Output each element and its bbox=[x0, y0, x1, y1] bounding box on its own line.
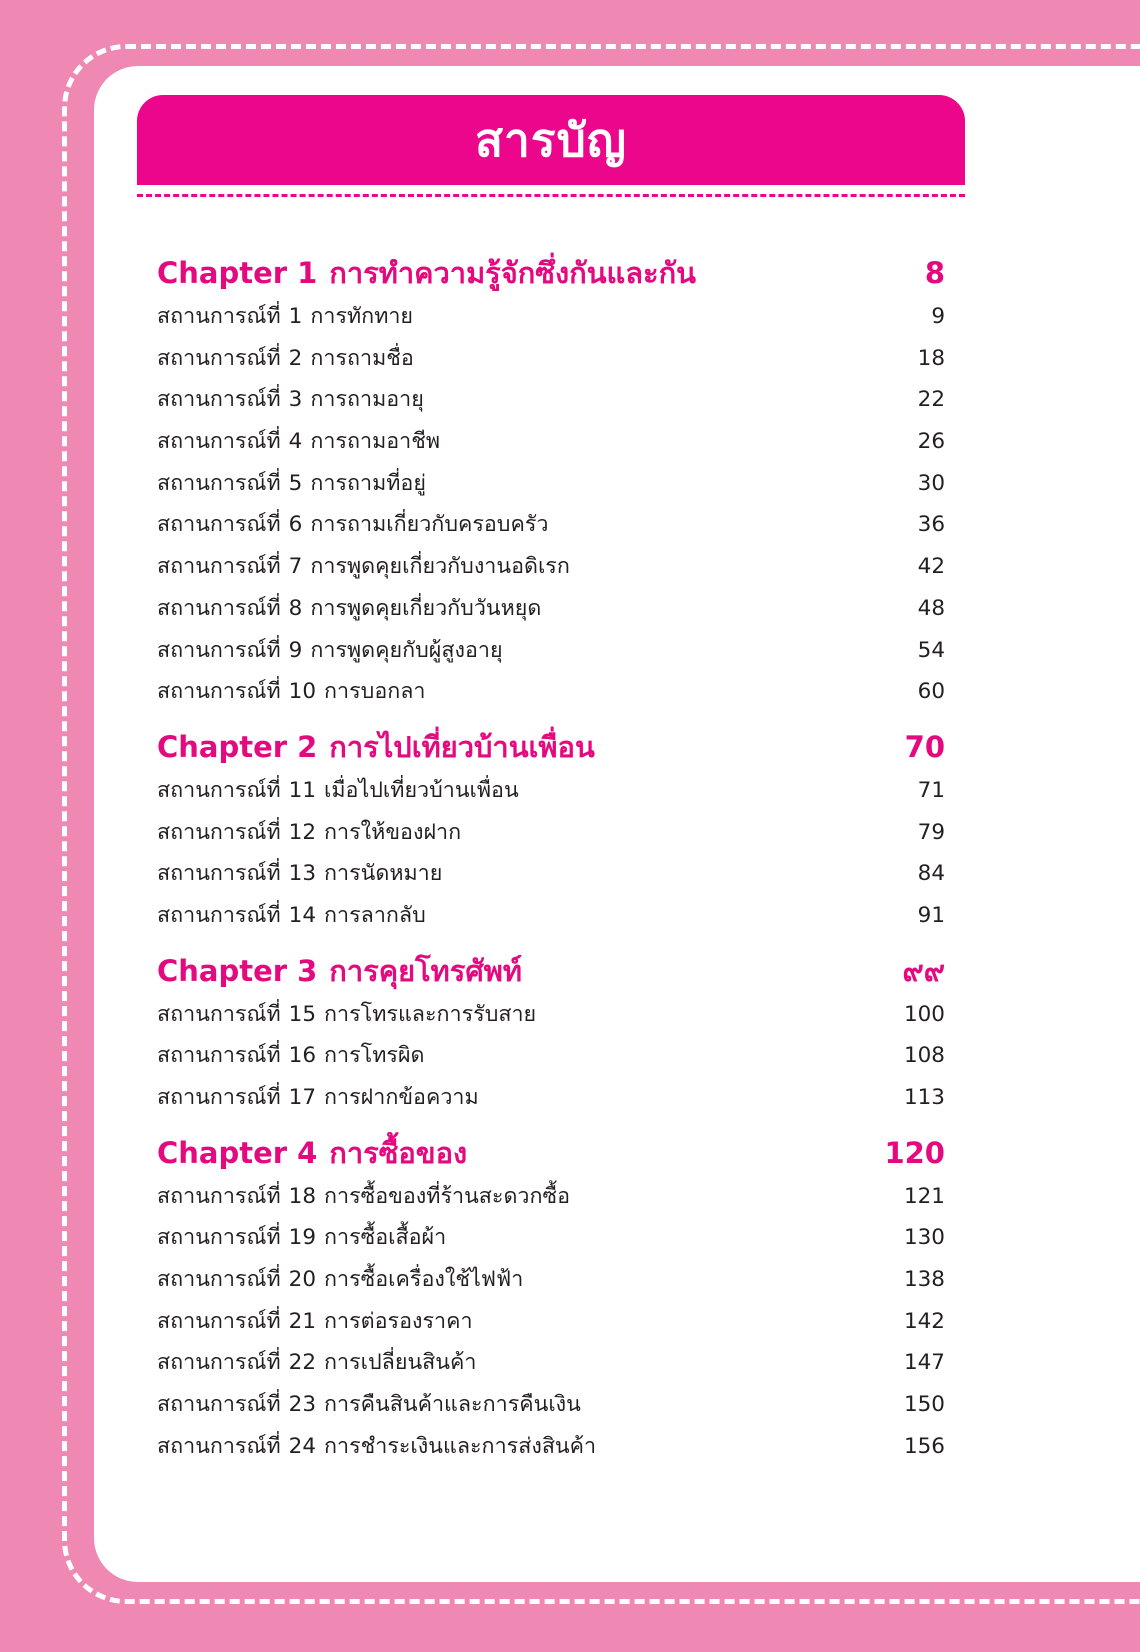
entry-label bbox=[157, 296, 413, 338]
entry-label bbox=[157, 1384, 581, 1426]
entry-title: การโทรและการรับสาย bbox=[324, 1001, 537, 1027]
toc-entry[interactable] bbox=[157, 1217, 945, 1259]
entry-prefix: สถานการณ์ที่ bbox=[157, 429, 281, 455]
entry-prefix: สถานการณ์ที่ bbox=[157, 554, 281, 580]
toc-entry[interactable] bbox=[157, 379, 945, 421]
entry-prefix: สถานการณ์ที่ bbox=[157, 819, 281, 845]
entry-page-number: 48 bbox=[917, 595, 945, 621]
toc-entry[interactable] bbox=[157, 770, 945, 812]
entry-number: 10 bbox=[288, 679, 317, 705]
entry-label bbox=[157, 1301, 473, 1343]
entry-label bbox=[157, 812, 461, 854]
chapter-number: 1 bbox=[297, 256, 318, 290]
entry-prefix: สถานการณ์ที่ bbox=[157, 345, 281, 371]
chapter-number: 4 bbox=[297, 1135, 318, 1170]
toc-entry[interactable] bbox=[157, 588, 945, 630]
entry-title: การซื้อเครื่องใช้ไฟฟ้า bbox=[324, 1267, 524, 1293]
toc-entry[interactable] bbox=[157, 338, 945, 380]
entry-page-number: 79 bbox=[917, 819, 945, 845]
entry-title: การซื้อเสื้อผ้า bbox=[324, 1225, 447, 1251]
entry-label bbox=[157, 630, 503, 672]
entry-title: การลากลับ bbox=[324, 902, 426, 928]
entry-number: 1 bbox=[288, 304, 303, 329]
entry-title: การให้ของฝาก bbox=[324, 819, 462, 845]
toc-entry[interactable] bbox=[157, 812, 945, 854]
entry-number: 23 bbox=[288, 1392, 317, 1418]
toc-entry[interactable] bbox=[157, 1384, 945, 1426]
toc-entry[interactable] bbox=[157, 504, 945, 546]
chapter-title: การคุยโทรศัพท์ bbox=[329, 953, 523, 988]
entry-prefix: สถานการณ์ที่ bbox=[157, 595, 281, 621]
entry-page-number: 42 bbox=[917, 554, 945, 580]
entry-page-number: 147 bbox=[903, 1350, 945, 1376]
entry-label bbox=[157, 994, 536, 1036]
toc-entry[interactable] bbox=[157, 463, 945, 505]
entry-number: 4 bbox=[288, 429, 303, 455]
entry-number: 20 bbox=[288, 1267, 317, 1293]
entry-title: การถามที่อยู่ bbox=[310, 470, 426, 496]
chapter-title: การไปเที่ยวบ้านเพื่อน bbox=[329, 729, 595, 764]
entry-page-number: 91 bbox=[917, 902, 945, 928]
chapter-label bbox=[157, 250, 696, 296]
entry-title: การพูดคุยเกี่ยวกับวันหยุด bbox=[310, 595, 542, 621]
toc-entry[interactable] bbox=[157, 1342, 945, 1384]
entry-label bbox=[157, 546, 570, 588]
entry-number: 11 bbox=[288, 777, 317, 803]
entry-prefix: สถานการณ์ที่ bbox=[157, 1043, 281, 1069]
toc-entry[interactable] bbox=[157, 630, 945, 672]
entry-prefix: สถานการณ์ที่ bbox=[157, 1085, 281, 1110]
entry-prefix: สถานการณ์ที่ bbox=[157, 1392, 281, 1418]
entry-prefix: สถานการณ์ที่ bbox=[157, 1308, 281, 1334]
entry-label bbox=[157, 853, 442, 895]
entry-title: การคืนสินค้าและการคืนเงิน bbox=[324, 1392, 581, 1418]
entry-title: การพูดคุยเกี่ยวกับงานอดิเรก bbox=[310, 554, 570, 580]
chapter-page-number: ๙๙ bbox=[902, 953, 945, 988]
entry-number: 13 bbox=[288, 861, 317, 887]
chapter-heading[interactable] bbox=[157, 1130, 945, 1176]
toc-entry[interactable] bbox=[157, 994, 945, 1036]
chapter-word: Chapter bbox=[157, 729, 288, 764]
entry-label bbox=[157, 1035, 425, 1077]
entry-number: 8 bbox=[288, 595, 303, 621]
toc-entry[interactable] bbox=[157, 1426, 945, 1468]
entry-page-number: 71 bbox=[917, 777, 945, 803]
entry-number: 12 bbox=[288, 819, 317, 845]
entry-prefix: สถานการณ์ที่ bbox=[157, 1001, 281, 1027]
entry-number: 19 bbox=[288, 1225, 317, 1251]
entry-number: 7 bbox=[288, 554, 303, 580]
chapter-label bbox=[157, 724, 595, 770]
entry-page-number: 108 bbox=[903, 1043, 945, 1069]
entry-label bbox=[157, 1342, 476, 1384]
entry-page-number: 36 bbox=[917, 512, 945, 538]
entry-label bbox=[157, 1217, 446, 1259]
chapter-label bbox=[157, 1130, 467, 1176]
entry-title: การถามชื่อ bbox=[310, 345, 414, 371]
entry-number: 2 bbox=[288, 345, 303, 371]
toc-entry[interactable] bbox=[157, 421, 945, 463]
toc-entry[interactable] bbox=[157, 895, 945, 937]
entry-prefix: สถานการณ์ที่ bbox=[157, 777, 281, 803]
chapter-section bbox=[157, 250, 945, 713]
entry-number: 24 bbox=[288, 1433, 317, 1459]
entry-title: การนัดหมาย bbox=[324, 861, 443, 887]
entry-label bbox=[157, 1077, 479, 1119]
entry-label bbox=[157, 338, 414, 380]
entry-title: การถามอายุ bbox=[310, 387, 424, 413]
toc-entry[interactable] bbox=[157, 853, 945, 895]
entry-title: การบอกลา bbox=[324, 679, 426, 705]
entry-prefix: สถานการณ์ที่ bbox=[157, 512, 281, 538]
entry-title: การฝากข้อความ bbox=[324, 1085, 479, 1110]
entry-page-number: 18 bbox=[917, 345, 945, 371]
entry-prefix: สถานการณ์ที่ bbox=[157, 637, 281, 663]
entry-prefix: สถานการณ์ที่ bbox=[157, 861, 281, 887]
entry-label bbox=[157, 1176, 570, 1218]
chapter-number: 2 bbox=[297, 729, 318, 764]
entry-label bbox=[157, 770, 519, 812]
entry-title: การซื้อของที่ร้านสะดวกซื้อ bbox=[324, 1183, 571, 1209]
entry-title: การต่อรองราคา bbox=[324, 1308, 473, 1334]
entry-prefix: สถานการณ์ที่ bbox=[157, 1267, 281, 1293]
entry-page-number: 54 bbox=[917, 637, 945, 663]
chapter-heading[interactable] bbox=[157, 724, 945, 770]
entry-prefix: สถานการณ์ที่ bbox=[157, 679, 281, 705]
entry-prefix: สถานการณ์ที่ bbox=[157, 1350, 281, 1376]
chapter-page-number: 8 bbox=[924, 256, 945, 290]
entry-prefix: สถานการณ์ที่ bbox=[157, 1183, 281, 1209]
entry-number: 9 bbox=[288, 637, 303, 663]
toc-entry[interactable] bbox=[157, 546, 945, 588]
entry-page-number: 121 bbox=[903, 1183, 945, 1209]
toc-entry[interactable] bbox=[157, 1077, 945, 1119]
title-divider bbox=[137, 194, 965, 197]
entry-page-number: 22 bbox=[917, 387, 945, 413]
entry-page-number: 60 bbox=[917, 679, 945, 705]
chapter-word: Chapter bbox=[157, 953, 288, 988]
entry-number: 17 bbox=[288, 1085, 317, 1110]
toc-entry[interactable] bbox=[157, 1035, 945, 1077]
entry-page-number: 9 bbox=[931, 304, 945, 329]
entry-number: 5 bbox=[288, 470, 303, 496]
chapter-title: การทำความรู้จักซึ่งกันและกัน bbox=[329, 256, 696, 290]
entry-label bbox=[157, 588, 541, 630]
entry-title: การพูดคุยกับผู้สูงอายุ bbox=[310, 637, 503, 663]
entry-number: 16 bbox=[288, 1043, 317, 1069]
entry-prefix: สถานการณ์ที่ bbox=[157, 387, 281, 413]
entry-page-number: 30 bbox=[917, 470, 945, 496]
entry-number: 21 bbox=[288, 1308, 317, 1334]
entry-label bbox=[157, 895, 426, 937]
entry-page-number: 130 bbox=[903, 1225, 945, 1251]
entry-page-number: 150 bbox=[903, 1392, 945, 1418]
page-title: สารบัญ bbox=[137, 95, 965, 185]
entry-title: การเปลี่ยนสินค้า bbox=[324, 1350, 477, 1376]
toc-entry[interactable] bbox=[157, 1301, 945, 1343]
chapter-number: 3 bbox=[297, 953, 318, 988]
entry-title: การโทรผิด bbox=[324, 1043, 425, 1069]
entry-number: 14 bbox=[288, 902, 317, 928]
chapter-section bbox=[157, 724, 945, 937]
entry-label bbox=[157, 421, 440, 463]
entry-page-number: 26 bbox=[917, 429, 945, 455]
chapter-word: Chapter bbox=[157, 256, 288, 290]
chapter-heading[interactable] bbox=[157, 250, 945, 296]
entry-page-number: 156 bbox=[903, 1433, 945, 1459]
entry-number: 6 bbox=[288, 512, 303, 538]
chapter-word: Chapter bbox=[157, 1135, 288, 1170]
table-of-contents bbox=[157, 250, 945, 1479]
entry-title: การชำระเงินและการส่งสินค้า bbox=[324, 1433, 597, 1459]
chapter-title: การซื้อของ bbox=[329, 1135, 468, 1170]
entry-label bbox=[157, 671, 426, 713]
chapter-section bbox=[157, 948, 945, 1119]
entry-label bbox=[157, 504, 548, 546]
entry-number: 15 bbox=[288, 1001, 317, 1027]
entry-prefix: สถานการณ์ที่ bbox=[157, 1225, 281, 1251]
entry-page-number: 138 bbox=[903, 1267, 945, 1293]
entry-page-number: 142 bbox=[903, 1308, 945, 1334]
entry-prefix: สถานการณ์ที่ bbox=[157, 304, 281, 329]
entry-title: การถามเกี่ยวกับครอบครัว bbox=[310, 512, 549, 538]
entry-label bbox=[157, 1259, 523, 1301]
entry-page-number: 100 bbox=[903, 1001, 945, 1027]
toc-entry[interactable] bbox=[157, 1259, 945, 1301]
toc-entry[interactable] bbox=[157, 1176, 945, 1218]
chapter-page-number: 120 bbox=[884, 1135, 945, 1170]
chapter-page-number: 70 bbox=[904, 729, 945, 764]
toc-entry[interactable] bbox=[157, 296, 945, 338]
entry-title: การทักทาย bbox=[310, 304, 414, 329]
chapter-heading[interactable] bbox=[157, 948, 945, 994]
entry-number: 3 bbox=[288, 387, 303, 413]
chapter-label bbox=[157, 948, 522, 994]
entry-number: 18 bbox=[288, 1183, 317, 1209]
entry-prefix: สถานการณ์ที่ bbox=[157, 470, 281, 496]
entry-title: เมื่อไปเที่ยวบ้านเพื่อน bbox=[324, 777, 519, 803]
entry-label bbox=[157, 463, 426, 505]
entry-title: การถามอาชีพ bbox=[310, 429, 441, 455]
entry-number: 22 bbox=[288, 1350, 317, 1376]
entry-page-number: 84 bbox=[917, 861, 945, 887]
entry-label bbox=[157, 1426, 596, 1468]
entry-page-number: 113 bbox=[903, 1085, 945, 1110]
entry-prefix: สถานการณ์ที่ bbox=[157, 902, 281, 928]
entry-label bbox=[157, 379, 424, 421]
chapter-section bbox=[157, 1130, 945, 1468]
entry-prefix: สถานการณ์ที่ bbox=[157, 1433, 281, 1459]
toc-entry[interactable] bbox=[157, 671, 945, 713]
